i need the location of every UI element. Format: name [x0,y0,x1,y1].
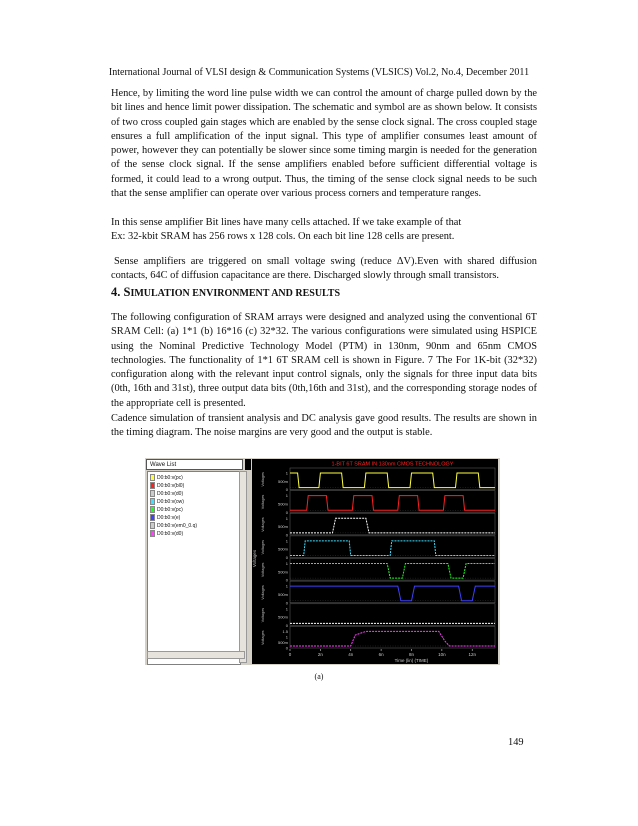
signal-name: D0:b0:v(pc) [157,475,183,481]
waveform-line [290,473,495,488]
y-tick-label: 1 [285,561,288,566]
y-axis-label: Voltages [252,549,257,568]
y-tick-label: 1 [285,606,288,612]
panel-y-label: Voltages [261,562,265,578]
waveform-plot [252,459,498,664]
x-axis-label: Time (lin) (TIME) [394,658,429,663]
signal-swatch [150,490,155,497]
y-tick-label: 500m [277,614,288,620]
y-tick-label: 500m [277,478,288,484]
figure-caption: (a) [314,672,324,681]
x-tick-label: 2n [317,652,323,657]
y-tick-label: 1 [285,515,288,521]
y-tick-label: 1 [285,493,288,499]
y-tick-label: 500m [277,639,288,645]
y-tick-label: 500m [277,591,288,597]
panel-y-label: Voltages [261,607,265,623]
panel-frame [290,513,495,535]
paragraph-6: Cadence simulation of transient analysis and DC analysis gave good results. The results are shown in the timing diagram. The noise margins are very good and the output is stable. [111,413,537,439]
signal-swatch [150,530,155,537]
wave-list-title: Wave List [146,459,243,470]
paragraph-4: Sense amplifiers are triggered on small voltage swing (reduce ΔV).Even with shared diffusion contacts, 64C of diffusion capacitance are there. Discharged slowly through small transistors. [111,256,537,282]
wave-list-item[interactable] [150,522,197,530]
page-number: 149 [508,737,524,748]
wave-list-item[interactable] [150,482,184,490]
x-tick-label: 12n [468,652,476,657]
journal-header: International Journal of VLSI design & Communication Systems (VLSICS) Vol.2, No.4, December 2011 [108,67,530,78]
y-tick-label: 0 [285,532,288,538]
signal-name: D0:b0:v(bl0) [157,483,185,489]
panel-frame [290,626,495,648]
signal-swatch [150,482,155,489]
signal-swatch [150,522,155,529]
waveform-line [290,541,495,556]
wave-list-scrollbar[interactable] [239,471,247,663]
paragraph-5: The following configuration of SRAM arrays were designed and analyzed using the conventional 6T SRAM Cell: (a) 1*1 (b) 16*16 (c) 32*32. The various configurations were simulated using HSPICE using the Nominal Predictive Technology Model (PTM) in 130nm, 90nm and 65nm CMOS technologies. The functionality of 1*1 6T SRAM cell is shown in Figure. 7 The For 1K-bit (32*32) configuration along with the relevant input control signals, only the signals for three input data bits (0th, 16th and 31st), three output data bits (0th,16th and 31st), and the corresponding storage nodes of the appropriate cell is presented. [111,312,537,409]
waveform-line [290,631,495,646]
x-tick-label: 10n [438,652,446,657]
panel-frame [290,581,495,603]
wave-list-item[interactable] [150,506,183,514]
signal-swatch [150,474,155,481]
signal-swatch [150,514,155,521]
signal-name: D0:b0:v(d0) [157,491,184,497]
y-tick-label: 1 [285,583,288,589]
waveform-line [290,518,495,533]
simulation-figure [145,458,500,665]
y-tick-label: 1 [285,538,288,544]
signal-name: D0:b0:v(d0) [157,531,184,537]
y-tick-label: 0 [285,577,288,583]
signal-name: D0:b0:v(pc) [157,507,183,513]
wave-list-hscrollbar[interactable] [147,651,245,659]
panel-y-label: Voltages [261,494,265,510]
paragraph-3: Ex: 32-kbit SRAM has 256 rows x 128 cols. On each bit line 128 cells are present. [111,231,455,242]
chart-title: 1-BIT 6T SRAM IN 130nm CMOS TECHNOLOGY [331,461,454,468]
panel-frame [290,536,495,558]
panel-frame [290,468,495,490]
y-tick-label: 0 [285,487,288,493]
y-tick-label: 1 [285,634,288,640]
wave-list-header-bar [245,459,251,470]
wave-list-item[interactable] [150,490,183,498]
x-tick-label: 4n [348,652,354,657]
wave-list-panel[interactable] [147,471,241,665]
y-tick-label: 500m [277,569,288,575]
x-tick-label: 0 [288,652,292,657]
panel-y-label: Voltages [261,539,265,555]
waveform-line [290,564,495,579]
panel-y-label: Voltages [261,585,265,600]
panel-frame [290,559,495,581]
paragraph-1: Hence, by limiting the word line pulse width we can control the amount of charge pulled down by the bit lines and hence limit power dissipation. The schematic and symbol are as shown below. It consists of two cross coupled gain stages which are enabled by the sense clock signal. The cross coupled stage ensures a full amplification of the input signal. This type of amplifier consumes least amount of power, however they can potentially be slower since some timing margin is needed for the generation of the sense clock signal. If the sense amplifiers enabled before sufficient differential voltage is formed, it could lead to a wrong output. Thus, the timing of the sense clock signal needs to be such that the sense amplifier can operate over various process corners and temperature ranges. [111,88,537,200]
x-tick-label: 6n [378,652,384,657]
section-cap: S [123,285,131,299]
y-tick-label: 500m [277,501,288,507]
waveform-line [290,586,495,601]
paragraph-2: In this sense amplifier Bit lines have many cells attached. If we take example of that [111,217,462,228]
y-tick-label: 0 [285,600,288,606]
section-title: IMULATION ENVIRONMENT AND RESULTS [130,288,341,299]
y-tick-label: 0 [285,622,288,628]
waveform-line [290,496,495,511]
y-tick-label: 1 [285,470,288,476]
wave-list-item[interactable] [150,474,183,482]
panel-y-label: Voltages [261,517,265,532]
section-heading [111,285,340,300]
signal-swatch [150,506,155,513]
signal-name: D0:b0:v(e) [157,515,181,521]
y-tick-label: 0 [285,555,288,560]
signal-name: D0:b0:v(ow) [157,499,184,505]
wave-list-item[interactable] [150,498,184,506]
y-tick-label: 0 [285,645,288,651]
panel-y-label: Voltages [261,630,265,645]
signal-name: D0:b0:v(em0_0.q) [157,523,198,529]
signal-swatch [150,498,155,505]
x-tick-label: 8n [408,652,414,657]
y-tick-label: 1.5 [282,628,288,634]
y-tick-label: 0 [285,509,288,515]
wave-list-item[interactable] [150,514,180,522]
y-tick-label: 500m [277,524,288,530]
panel-y-label: Voltages [261,472,265,487]
section-number: 4. [111,285,121,299]
y-tick-label: 500m [277,546,288,552]
wave-list-item[interactable] [150,530,183,538]
panel-frame [290,604,495,626]
